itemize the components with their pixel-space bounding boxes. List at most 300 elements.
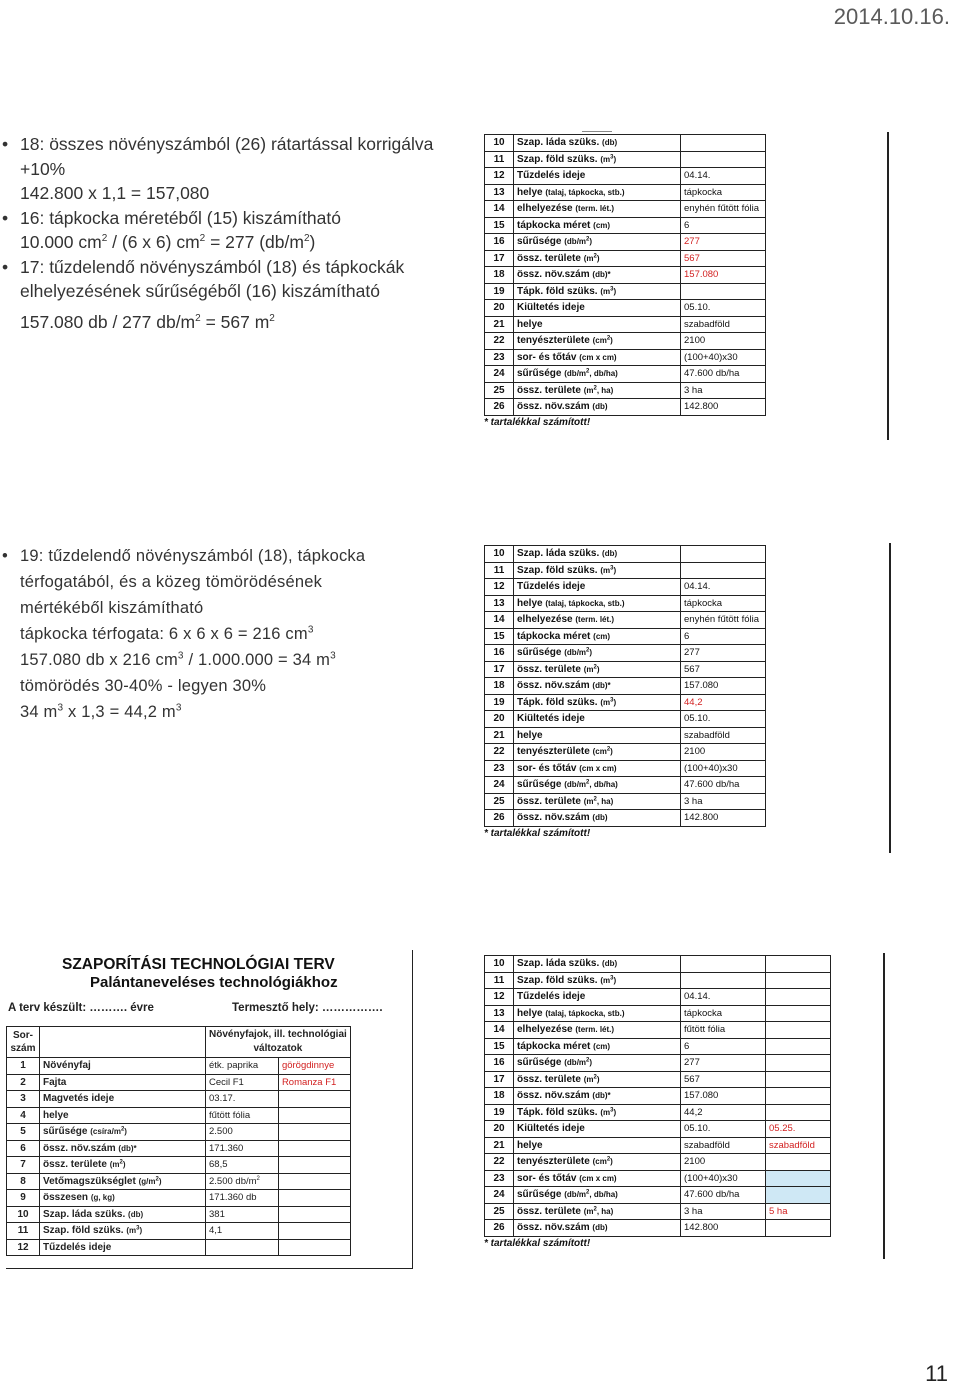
sheet-row — [485, 267, 766, 284]
row-label: össz. növ.szám (db) — [514, 399, 681, 416]
row-value-2: 5 ha — [766, 1203, 831, 1220]
sheet-row — [485, 382, 766, 399]
bullet-19-calc: 157.080 db x 216 $cm^3 / 1.000.000 = 34$ $m^3$ — [20, 650, 336, 669]
sheet-row — [485, 250, 766, 267]
sheet-row — [485, 612, 766, 629]
row-label: Tűzdelés ideje — [40, 1239, 206, 1256]
row-number: 16 — [485, 234, 514, 251]
row-value — [681, 546, 766, 563]
sheet-row — [485, 562, 766, 579]
row-value: 2100 — [681, 333, 766, 350]
sheet-row — [485, 678, 766, 695]
row-value: szabadföld — [681, 1137, 766, 1154]
plan-table — [6, 1026, 351, 1256]
row-value — [681, 151, 766, 168]
row-value: tápkocka — [681, 595, 766, 612]
sheet-row — [485, 234, 766, 251]
row-number: 10 — [7, 1206, 40, 1223]
sheet-row — [485, 956, 831, 973]
row-number: 22 — [485, 333, 514, 350]
row-number: 10 — [485, 956, 514, 973]
row-label: elhelyezése (term. lét.) — [514, 1022, 681, 1039]
row-value-2 — [766, 1071, 831, 1088]
row-value: 44,2 — [681, 1104, 766, 1121]
row-value-2: görögdinnye — [278, 1058, 350, 1075]
row-number: 10 — [485, 135, 514, 152]
row-label: Szap. láda szüks. (db) — [40, 1206, 206, 1223]
row-value-2 — [766, 1055, 831, 1072]
plan-row — [7, 1058, 351, 1075]
row-number: 11 — [485, 972, 514, 989]
row-label: tenyészterülete $(cm^2)$ — [514, 1154, 681, 1171]
sheet-row — [485, 1088, 831, 1105]
row-value-2 — [766, 1088, 831, 1105]
row-value: tápkocka — [681, 1005, 766, 1022]
sheet-row — [485, 645, 766, 662]
row-number: 25 — [485, 793, 514, 810]
footnote: * tartalékkal számított! — [484, 416, 591, 428]
row-value: (100+40)x30 — [681, 1170, 766, 1187]
plan-row — [7, 1157, 351, 1174]
row-label: sűrűsége ($db/m^2$, db/ha) — [514, 366, 681, 383]
sheet-row — [485, 300, 766, 317]
row-value-2 — [278, 1091, 350, 1108]
row-label: össz. területe $(m^2)$ — [514, 661, 681, 678]
plan-row — [7, 1091, 351, 1108]
row-value: 6 — [681, 217, 766, 234]
row-value — [681, 956, 766, 973]
row-number: 23 — [485, 760, 514, 777]
row-number: 11 — [485, 562, 514, 579]
row-label: tápkocka méret (cm) — [514, 217, 681, 234]
row-value: (100+40)x30 — [681, 349, 766, 366]
row-value: Cecil F1 — [206, 1074, 279, 1091]
row-label: Szap. föld szüks. $(m^3)$ — [514, 562, 681, 579]
footnote: * tartalékkal számított! — [484, 1237, 591, 1249]
sheet-row — [485, 1220, 831, 1237]
row-number: 8 — [7, 1173, 40, 1190]
bullet-18-calc: 142.800 x 1,1 = 157,080 — [20, 183, 210, 203]
row-number: 21 — [485, 727, 514, 744]
row-value: 277 — [681, 234, 766, 251]
row-number: 19 — [485, 694, 514, 711]
row-number: 20 — [485, 1121, 514, 1138]
row-label: össz. területe $(m^2)$ — [40, 1157, 206, 1174]
row-label: helye (talaj, tápkocka, stb.) — [514, 595, 681, 612]
sheet-row — [485, 989, 831, 1006]
row-value: 171.360 — [206, 1140, 279, 1157]
row-label: Kiültetés ideje — [514, 711, 681, 728]
row-label: össz. területe ($m^2$, ha) — [514, 1203, 681, 1220]
row-value: 157.080 — [681, 1088, 766, 1105]
plan-row — [7, 1140, 351, 1157]
bullet-19-compaction: tömörödés 30-40% - legyen 30% — [20, 677, 267, 695]
row-label: Vetőmagszükséglet $(g/m^2)$ — [40, 1173, 206, 1190]
sheet-row — [485, 1170, 831, 1187]
row-value-2 — [278, 1124, 350, 1141]
row-label: Szap. láda szüks. (db) — [514, 135, 681, 152]
sheet-row — [485, 1005, 831, 1022]
row-label: sűrűsége $(db/m^2)$ — [514, 645, 681, 662]
row-label: helye (talaj, tápkocka, stb.) — [514, 184, 681, 201]
technology-plan-sheet — [6, 950, 413, 1269]
row-label: Tűzdelés ideje — [514, 579, 681, 596]
row-number: 13 — [485, 595, 514, 612]
row-value: 47.600 db/ha — [681, 366, 766, 383]
row-label: Szap. láda szüks. (db) — [514, 546, 681, 563]
bullet-17-calc: 157.080 db / 277 $db/m^2 = 567$ $m^2$ — [20, 311, 275, 332]
row-label: össz. területe $(m^2)$ — [514, 1071, 681, 1088]
row-number: 12 — [485, 168, 514, 185]
row-label: tenyészterülete $(cm^2)$ — [514, 333, 681, 350]
sheet-row — [485, 793, 766, 810]
row-label: Szap. föld szüks. $(m^3)$ — [514, 151, 681, 168]
row-value: 47.600 db/ha — [681, 777, 766, 794]
row-value-2 — [766, 1104, 831, 1121]
sheet-row — [485, 217, 766, 234]
row-number: 26 — [485, 1220, 514, 1237]
plan-row — [7, 1223, 351, 1240]
row-value: 381 — [206, 1206, 279, 1223]
row-number: 13 — [485, 184, 514, 201]
row-value-2 — [278, 1173, 350, 1190]
row-value-2 — [278, 1157, 350, 1174]
row-label: elhelyezése (term. lét.) — [514, 201, 681, 218]
row-number: 12 — [7, 1239, 40, 1256]
row-label: Szap. láda szüks. (db) — [514, 956, 681, 973]
plan-row — [7, 1239, 351, 1256]
row-value: fűtött fólia — [206, 1107, 279, 1124]
row-number: 6 — [7, 1140, 40, 1157]
row-value: 2.500 — [206, 1124, 279, 1141]
sheet-row — [485, 184, 766, 201]
slide-date: 2014.10.16. — [833, 4, 950, 29]
row-label: sor- és tőtáv (cm x cm) — [514, 349, 681, 366]
row-value: 6 — [681, 628, 766, 645]
row-label: sor- és tőtáv (cm x cm) — [514, 760, 681, 777]
row-label: tápkocka méret (cm) — [514, 628, 681, 645]
plan-grower-place: Termesztő hely: ……………. — [232, 1002, 383, 1014]
plan-row — [7, 1124, 351, 1141]
row-label: össz. területe ($m^2$, ha) — [514, 382, 681, 399]
sheet-row — [485, 151, 766, 168]
row-value: enyhén fűtött fólia — [681, 201, 766, 218]
bullet-19-volume: tápkocka térfogata: 6 x 6 x 6 = 216 $cm^3$ — [20, 624, 314, 643]
row-value-2 — [766, 1005, 831, 1022]
bullet-16-calc: 10.000 $cm^2 / (6$ x 6) $cm^2 = 277$ $(db/m^2)$ — [20, 232, 316, 252]
row-label: helye — [514, 316, 681, 333]
row-value: 142.800 — [681, 1220, 766, 1237]
row-label: tenyészterülete $(cm^2)$ — [514, 744, 681, 761]
row-number: 20 — [485, 711, 514, 728]
row-label: Növényfaj — [40, 1058, 206, 1075]
row-value: 277 — [681, 645, 766, 662]
row-number: 5 — [7, 1124, 40, 1141]
row-value: szabadföld — [681, 727, 766, 744]
section1-bullets — [2, 132, 442, 334]
row-value-2 — [278, 1239, 350, 1256]
sheet-row — [485, 135, 766, 152]
sheet-row — [485, 760, 766, 777]
row-number: 16 — [485, 645, 514, 662]
row-number: 20 — [485, 300, 514, 317]
row-label: Kiültetés ideje — [514, 1121, 681, 1138]
row-label: Tápk. föld szüks. $(m^3)$ — [514, 694, 681, 711]
row-label: helye — [40, 1107, 206, 1124]
row-number: 10 — [485, 546, 514, 563]
sheet-scan-1 — [484, 134, 766, 428]
row-number: 26 — [485, 810, 514, 827]
row-number: 24 — [485, 777, 514, 794]
row-value: 567 — [681, 661, 766, 678]
sheet-row — [485, 972, 831, 989]
row-label: Szap. föld szüks. $(m^3)$ — [514, 972, 681, 989]
sheet-row — [485, 628, 766, 645]
sheet-row — [485, 1038, 831, 1055]
sheet-scan-2 — [484, 545, 766, 839]
bullet-16: • 16: tápkocka méretéből (15) kiszámítható — [2, 206, 442, 231]
row-number: 14 — [485, 1022, 514, 1039]
row-value: 567 — [681, 1071, 766, 1088]
sheet-row — [485, 366, 766, 383]
row-number: 15 — [485, 217, 514, 234]
row-label: össz. növ.szám (db)* — [514, 678, 681, 695]
bullet-18: • 18: összes növényszámból (26) rátartással korrigálva — [2, 132, 442, 157]
row-value: 277 — [681, 1055, 766, 1072]
sheet-row — [485, 168, 766, 185]
row-number: 3 — [7, 1091, 40, 1108]
row-value: 05.10. — [681, 711, 766, 728]
row-value: 44,2 — [681, 694, 766, 711]
row-number: 18 — [485, 267, 514, 284]
row-value: 47.600 db/ha — [681, 1187, 766, 1204]
col-sor: Sor- szám — [7, 1027, 40, 1058]
row-value: 157.080 — [681, 267, 766, 284]
row-value: 05.10. — [681, 1121, 766, 1138]
row-number: 9 — [7, 1190, 40, 1207]
sheet-row — [485, 661, 766, 678]
bullet-19-result: 34 $m^3$ x 1,3 = 44,2 $m^3$ — [20, 702, 182, 721]
row-value-2: szabadföld — [766, 1137, 831, 1154]
row-number: 12 — [485, 989, 514, 1006]
row-label: össz. növ.szám (db)* — [40, 1140, 206, 1157]
row-label: sűrűsége $(db/m^2)$ — [514, 1055, 681, 1072]
row-value: 142.800 — [681, 810, 766, 827]
row-label: összesen (g, kg) — [40, 1190, 206, 1207]
sheet-row — [485, 333, 766, 350]
row-value: 05.10. — [681, 300, 766, 317]
row-number: 18 — [485, 678, 514, 695]
row-label: helye — [514, 727, 681, 744]
row-label: sűrűsége ($db/m^2$, db/ha) — [514, 777, 681, 794]
plan-row — [7, 1190, 351, 1207]
plan-made-for: A terv készült: ………. évre — [8, 1002, 154, 1014]
row-number: 19 — [485, 283, 514, 300]
row-value: étk. paprika — [206, 1058, 279, 1075]
plan-subtitle: Palántaneveléses technológiákhoz — [90, 974, 338, 991]
row-number: 11 — [7, 1223, 40, 1240]
row-value: 2100 — [681, 744, 766, 761]
row-label: össz. növ.szám (db)* — [514, 267, 681, 284]
sheet-row — [485, 810, 766, 827]
row-number: 17 — [485, 250, 514, 267]
row-value: (100+40)x30 — [681, 760, 766, 777]
sheet-row — [485, 744, 766, 761]
row-number: 14 — [485, 201, 514, 218]
row-value-2: Romanza F1 — [278, 1074, 350, 1091]
row-number: 7 — [7, 1157, 40, 1174]
row-value: tápkocka — [681, 184, 766, 201]
row-number: 22 — [485, 744, 514, 761]
row-number: 4 — [7, 1107, 40, 1124]
row-value-2 — [766, 1220, 831, 1237]
row-value-2 — [766, 1022, 831, 1039]
row-label: Tápk. föld szüks. $(m^3)$ — [514, 1104, 681, 1121]
col-head: Növényfajok, ill. technológiai változatok — [206, 1027, 351, 1058]
row-label: elhelyezése (term. lét.) — [514, 612, 681, 629]
sheet-row — [485, 399, 766, 416]
row-label: Fajta — [40, 1074, 206, 1091]
row-label: Szap. föld szüks. $(m^3)$ — [40, 1223, 206, 1240]
row-label: össz. növ.szám (db) — [514, 810, 681, 827]
row-number: 21 — [485, 1137, 514, 1154]
row-number: 15 — [485, 1038, 514, 1055]
row-value: 04.14. — [681, 579, 766, 596]
sheet-row — [485, 727, 766, 744]
sheet-row — [485, 546, 766, 563]
row-label: össz. növ.szám (db) — [514, 1220, 681, 1237]
row-value — [681, 972, 766, 989]
row-value — [681, 283, 766, 300]
row-number: 14 — [485, 612, 514, 629]
row-label: helye (talaj, tápkocka, stb.) — [514, 1005, 681, 1022]
row-value-2 — [766, 1170, 831, 1187]
row-value: 3 ha — [681, 382, 766, 399]
row-number: 11 — [485, 151, 514, 168]
row-number: 1 — [7, 1058, 40, 1075]
row-value-2 — [278, 1223, 350, 1240]
row-value: 04.14. — [681, 989, 766, 1006]
row-label: Kiültetés ideje — [514, 300, 681, 317]
row-value: 04.14. — [681, 168, 766, 185]
footnote: * tartalékkal számított! — [484, 827, 591, 839]
row-value: enyhén fűtött fólia — [681, 612, 766, 629]
row-label: sor- és tőtáv (cm x cm) — [514, 1170, 681, 1187]
row-label: helye — [514, 1137, 681, 1154]
row-value-2 — [278, 1206, 350, 1223]
row-value-2 — [278, 1107, 350, 1124]
row-value-2 — [766, 972, 831, 989]
sheet-row — [485, 1104, 831, 1121]
row-number: 24 — [485, 1187, 514, 1204]
row-number: 26 — [485, 399, 514, 416]
row-value-2 — [766, 989, 831, 1006]
row-value-2 — [766, 1038, 831, 1055]
row-label: Tűzdelés ideje — [514, 168, 681, 185]
row-value: szabadföld — [681, 316, 766, 333]
row-number: 22 — [485, 1154, 514, 1171]
row-label: tápkocka méret (cm) — [514, 1038, 681, 1055]
row-label: össz. területe $(m^2)$ — [514, 250, 681, 267]
row-value — [206, 1239, 279, 1256]
row-value-2: 05.25. — [766, 1121, 831, 1138]
row-value: 567 — [681, 250, 766, 267]
bullet-17: • 17: tűzdelendő növényszámból (18) és tápkockák elhelyezésének sűrűségéből (16) kiszámítható — [2, 255, 442, 304]
row-value: 157.080 — [681, 678, 766, 695]
row-number: 25 — [485, 1203, 514, 1220]
row-value — [681, 135, 766, 152]
plan-title: SZAPORÍTÁSI TECHNOLÓGIAI TERV — [62, 956, 335, 973]
row-value: 2100 — [681, 1154, 766, 1171]
sheet-row — [485, 1187, 831, 1204]
row-label: sűrűsége $(csíra/m^2)$ — [40, 1124, 206, 1141]
row-number: 2 — [7, 1074, 40, 1091]
sheet-row — [485, 316, 766, 333]
sheet-row — [485, 777, 766, 794]
row-value — [681, 562, 766, 579]
row-label: Tűzdelés ideje — [514, 989, 681, 1006]
row-number: 18 — [485, 1088, 514, 1105]
sheet-row — [485, 1154, 831, 1171]
row-label: sűrűsége ($db/m^2$, db/ha) — [514, 1187, 681, 1204]
row-value: 6 — [681, 1038, 766, 1055]
row-label: össz. növ.szám (db)* — [514, 1088, 681, 1105]
row-number: 15 — [485, 628, 514, 645]
sheet-row — [485, 595, 766, 612]
row-value-2 — [278, 1190, 350, 1207]
row-label: sűrűsége $(db/m^2)$ — [514, 234, 681, 251]
sheet-row — [485, 201, 766, 218]
row-value-2 — [766, 1154, 831, 1171]
row-number: 23 — [485, 1170, 514, 1187]
plan-row — [7, 1107, 351, 1124]
plan-row — [7, 1206, 351, 1223]
row-value: fűtött fólia — [681, 1022, 766, 1039]
row-number: 21 — [485, 316, 514, 333]
section2-bullets — [2, 543, 402, 725]
row-value: 03.17. — [206, 1091, 279, 1108]
bullet-18-percent: +10% — [20, 158, 66, 179]
row-number: 24 — [485, 366, 514, 383]
row-value: 68,5 — [206, 1157, 279, 1174]
sheet-row — [485, 349, 766, 366]
row-number: 16 — [485, 1055, 514, 1072]
sheet-row — [485, 1137, 831, 1154]
sheet-row — [485, 283, 766, 300]
sheet-row — [485, 1055, 831, 1072]
row-number: 17 — [485, 1071, 514, 1088]
row-label: Tápk. föld szüks. $(m^3)$ — [514, 283, 681, 300]
page-number: 11 — [925, 1361, 948, 1386]
row-value: 2.500 $db/m^2$ — [206, 1173, 279, 1190]
row-number: 25 — [485, 382, 514, 399]
row-number: 17 — [485, 661, 514, 678]
sheet-row — [485, 579, 766, 596]
sheet-row — [485, 694, 766, 711]
sheet-row — [485, 1121, 831, 1138]
row-value: 4,1 — [206, 1223, 279, 1240]
row-number: 23 — [485, 349, 514, 366]
row-value: 3 ha — [681, 1203, 766, 1220]
row-value-2 — [278, 1140, 350, 1157]
row-value: 3 ha — [681, 793, 766, 810]
row-number: 12 — [485, 579, 514, 596]
row-number: 19 — [485, 1104, 514, 1121]
sheet-row — [485, 1022, 831, 1039]
plan-row — [7, 1074, 351, 1091]
bullet-19: • 19: tűzdelendő növényszámból (18), tápkocka térfogatából, és a közeg tömörödésének mértékéből kiszámítható — [2, 543, 402, 621]
sheet-row — [485, 711, 766, 728]
